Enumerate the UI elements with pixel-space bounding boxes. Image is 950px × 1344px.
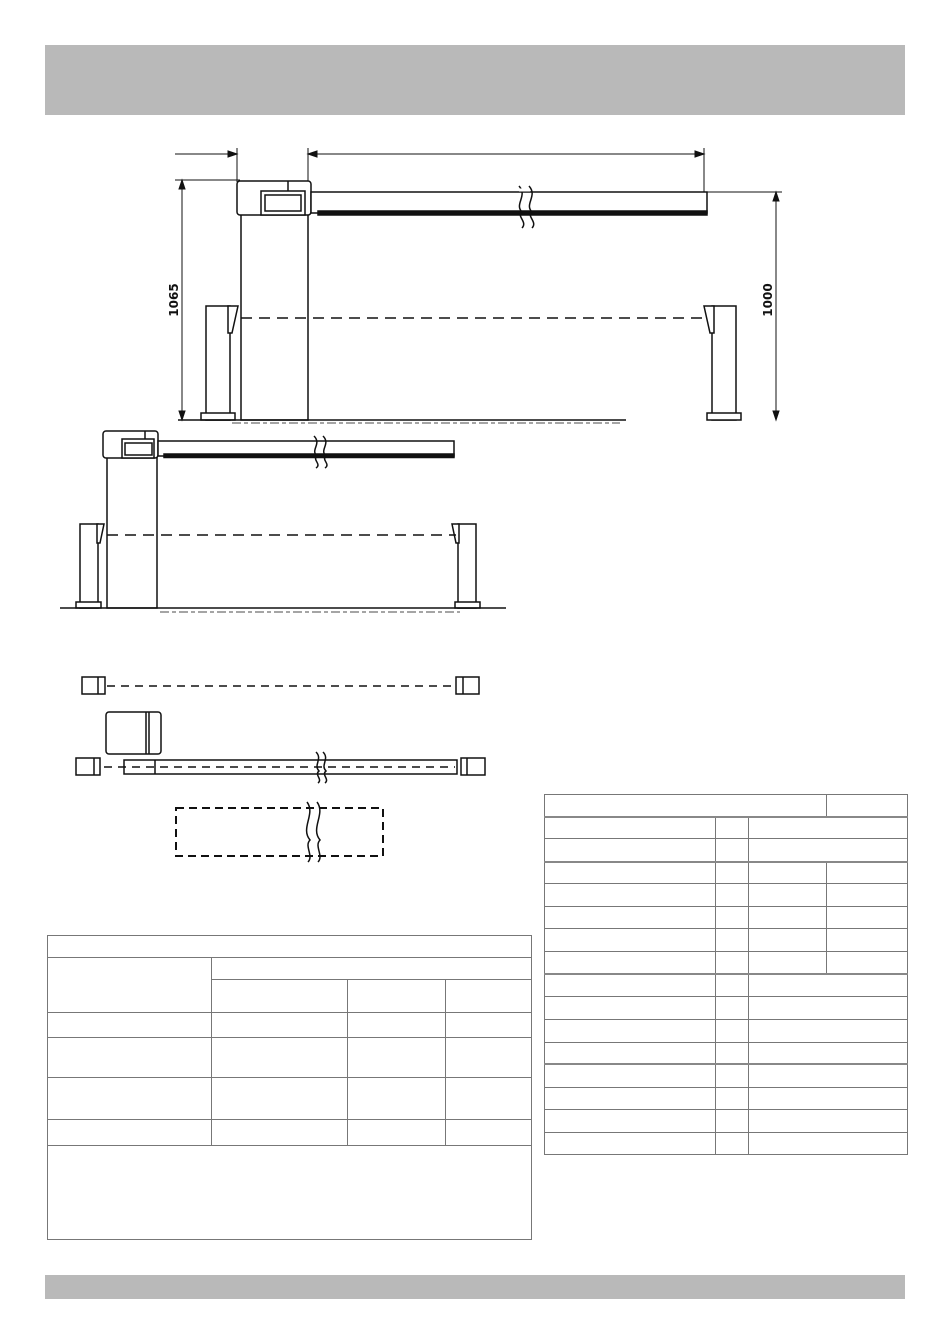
barrier-elevation-small [60,431,506,612]
table-cell [446,980,532,1013]
table-row [545,1064,908,1087]
table-cell [749,1042,908,1064]
table-cell [545,929,716,952]
table-cell [348,1119,446,1145]
table-cell [716,1042,749,1064]
table-cell [749,907,827,929]
table-cell [749,974,908,997]
table-row [545,974,908,997]
table-cell [749,952,827,974]
table-cell [716,884,749,907]
table-cell [48,1078,212,1119]
table-cell [48,1038,212,1078]
table-cell [545,862,716,884]
table-row [545,952,908,974]
table-cell [716,839,749,862]
table-cell [545,974,716,997]
table-cell [749,1109,908,1132]
table-cell [48,1119,212,1145]
table-cell [212,980,348,1013]
table-cell [716,1019,749,1042]
table-cell [212,958,532,980]
table-row [545,1019,908,1042]
table-cell [716,1132,749,1154]
table-row [545,862,908,884]
table-cell [545,952,716,974]
table-row [545,839,908,862]
table-cell [749,884,827,907]
table-row [545,1042,908,1064]
table-cell [446,1038,532,1078]
table-cell [212,1119,348,1145]
table-cell [545,884,716,907]
table-cell [749,1087,908,1109]
table-cell [716,1087,749,1109]
table-cell [545,795,827,817]
table-cell [545,1019,716,1042]
table-row [48,1078,532,1119]
table-cell [716,929,749,952]
table-cell [749,862,827,884]
table-cell [827,929,908,952]
footer-band [45,1275,905,1299]
table-cell [749,817,908,839]
table-cell [545,1042,716,1064]
table-cell [545,839,716,862]
table-row [545,1132,908,1154]
table-cell [749,1132,908,1154]
table-cell [749,1064,908,1087]
table-cell [48,936,532,958]
table-cell [48,1145,532,1239]
table-cell [716,952,749,974]
table-cell [48,1013,212,1038]
table-cell [545,1109,716,1132]
table-cell [749,929,827,952]
table-cell [827,795,908,817]
table-cell [545,997,716,1019]
dimension-label-1000: 1000 [761,283,775,317]
table-row [545,884,908,907]
table-cell [212,1038,348,1078]
table-row [545,817,908,839]
table-row [48,936,532,958]
barrier-plan-view [76,677,485,862]
table-cell [716,862,749,884]
table-row [545,929,908,952]
table-row [545,1109,908,1132]
table-row [545,1087,908,1109]
table-row [48,1145,532,1239]
table-cell [827,907,908,929]
dimension-label-1065: 1065 [167,283,181,317]
table-row [545,907,908,929]
table-cell [716,1064,749,1087]
table-row [545,795,908,817]
table-cell [749,839,908,862]
table-cell [48,958,212,1013]
table-cell [545,907,716,929]
table-cell [545,1064,716,1087]
table-row [48,1119,532,1145]
table-cell [446,1013,532,1038]
right-spec-table [544,794,908,1155]
table-cell [827,862,908,884]
table-row [48,1038,532,1078]
table-cell [212,1013,348,1038]
table-cell [749,997,908,1019]
table-cell [716,1109,749,1132]
table-cell [348,1078,446,1119]
table-cell [348,1013,446,1038]
table-cell [212,1078,348,1119]
table-cell [716,974,749,997]
table-cell [827,952,908,974]
barrier-elevation-large [178,181,741,423]
table-cell [348,1038,446,1078]
table-cell [716,817,749,839]
table-cell [446,1078,532,1119]
table-cell [545,817,716,839]
table-row [545,997,908,1019]
table-cell [545,1132,716,1154]
table-cell [749,1019,908,1042]
table-cell [446,1119,532,1145]
left-spec-table [47,935,532,1240]
table-cell [716,997,749,1019]
table-cell [716,907,749,929]
table-cell [827,884,908,907]
table-row [48,1013,532,1038]
table-cell [545,1087,716,1109]
table-row [48,958,532,980]
table-cell [348,980,446,1013]
